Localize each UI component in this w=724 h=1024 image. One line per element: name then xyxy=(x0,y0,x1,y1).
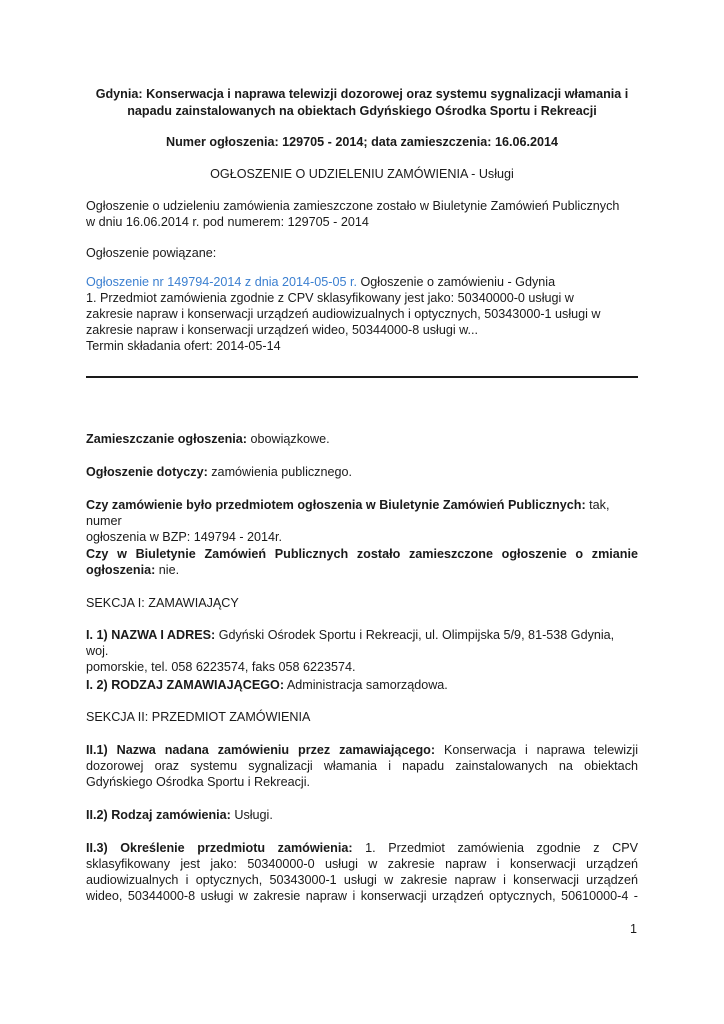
section-1-heading: SEKCJA I: ZAMAWIAJĄCY xyxy=(86,596,239,610)
text-line: sklasyfikowany jest jako: 50340000-0 usługi w zakresie napraw i konserwacji urządzeń xyxy=(86,857,638,871)
text-line xyxy=(86,497,638,529)
dotyczy xyxy=(86,464,638,480)
title-line: Gdynia: Konserwacja i naprawa telewizji dozorowej oraz systemu sygnalizacji włamania i xyxy=(95,87,629,101)
field-label: I. 1) NAZWA I ADRES: xyxy=(86,628,216,642)
text-line: w dniu 16.06.2014 r. pod numerem: 129705 - 2014 xyxy=(86,215,369,229)
text-line xyxy=(86,546,638,562)
field-value: tak, numer xyxy=(86,498,610,528)
zamieszczanie xyxy=(86,431,638,447)
text-line: audiowizualnych i optycznych, 50343000-1 usługi w zakresie napraw i konserwacji urządzeń xyxy=(86,873,638,887)
title-line: napadu zainstalowanych na obiektach Gdyńskiego Ośrodka Sportu i Rekreacji xyxy=(127,104,597,118)
ii3-subject xyxy=(86,840,638,904)
text-line: dozorowej oraz systemu sygnalizacji włamania i napadu zainstalowanych na obiektach xyxy=(86,759,638,773)
horizontal-rule xyxy=(86,376,638,378)
field-label: II.3) Określenie przedmiotu zamówienia: xyxy=(86,841,353,855)
field-value: zamówienia publicznego. xyxy=(207,465,352,479)
text-line: wideo, 50344000-8 usługi w zakresie napraw i konserwacji urządzeń optycznych, 50610000-4 - xyxy=(86,889,638,903)
deadline: Termin składania ofert: 2014-05-14 xyxy=(86,339,281,353)
field-value: obowiązkowe. xyxy=(246,432,330,446)
field-label: I. 2) RODZAJ ZAMAWIAJĄCEGO: xyxy=(86,678,285,692)
intro-paragraph xyxy=(86,198,638,230)
related-text: Ogłoszenie o zamówieniu - Gdynia xyxy=(356,275,556,289)
field-label: Czy zamówienie było przedmiotem ogłoszenia w Biuletynie Zamówień Publicznych: xyxy=(86,498,586,512)
field-value: Konserwacja i naprawa telewizji xyxy=(435,743,638,757)
related-block xyxy=(86,274,638,354)
text-line: zakresie napraw i konserwacji urządzeń wideo, 50344000-8 usługi w... xyxy=(86,323,479,337)
field-value: Usługi. xyxy=(230,808,273,822)
text-line xyxy=(86,742,638,758)
bzp-question xyxy=(86,497,638,545)
text-line: zakresie napraw i konserwacji urządzeń audiowizualnych i optycznych, 50343000-1 usługi w xyxy=(86,307,601,321)
field-label: ogłoszenia: xyxy=(86,563,156,577)
field-value: Gdyński Ośrodek Sportu i Rekreacji, ul. Olimpijska 5/9, 81-538 Gdynia, woj. xyxy=(86,628,615,658)
announcement-number: Numer ogłoszenia: 129705 - 2014; data zamieszczenia: 16.06.2014 xyxy=(165,135,558,149)
text-line: pomorskie, tel. 058 6223574, faks 058 6223574. xyxy=(86,660,356,674)
related-link[interactable]: Ogłoszenie nr 149794-2014 z dnia 2014-05-05 r. xyxy=(86,275,357,289)
field-label: II.2) Rodzaj zamówienia: xyxy=(86,808,231,822)
field-label: Ogłoszenie dotyczy: xyxy=(86,465,208,479)
text-line: Gdyńskiego Ośrodka Sportu i Rekreacji. xyxy=(86,775,310,789)
field-label: II.1) Nazwa nadana zamówieniu przez zamawiającego: xyxy=(86,743,436,757)
field-label: Zamieszczanie ogłoszenia: xyxy=(86,432,247,446)
related-line xyxy=(86,274,638,290)
text-line xyxy=(86,840,638,856)
ii1-name xyxy=(86,742,638,790)
field-value: nie. xyxy=(155,563,180,577)
document-title xyxy=(86,86,638,120)
related-label: Ogłoszenie powiązane: xyxy=(86,246,217,260)
field-value: 1. Przedmiot zamówienia zgodnie z CPV xyxy=(352,841,638,855)
text-line: Ogłoszenie o udzieleniu zamówienia zamieszczone zostało w Biuletynie Zamówień Publicznych xyxy=(86,199,620,213)
i2-type xyxy=(86,677,638,693)
text-line xyxy=(86,562,638,578)
text-line: ogłoszenia w BZP: 149794 - 2014r. xyxy=(86,530,283,544)
page-number: 1 xyxy=(630,922,638,936)
field-value: Administracja samorządowa. xyxy=(284,678,448,692)
ii2-kind xyxy=(86,807,638,823)
announcement-kind: OGŁOSZENIE O UDZIELENIU ZAMÓWIENIA - Usługi xyxy=(210,167,514,181)
i1-name-address xyxy=(86,627,638,675)
section-2-heading: SEKCJA II: PRZEDMIOT ZAMÓWIENIA xyxy=(86,710,311,724)
field-label: Czy w Biuletynie Zamówień Publicznych zostało zamieszczone ogłoszenie o zmianie xyxy=(86,547,638,561)
text-line: 1. Przedmiot zamówienia zgodnie z CPV sklasyfikowany jest jako: 50340000-0 usługi w xyxy=(86,291,574,305)
text-line xyxy=(86,627,638,659)
zmiana-question xyxy=(86,546,638,578)
